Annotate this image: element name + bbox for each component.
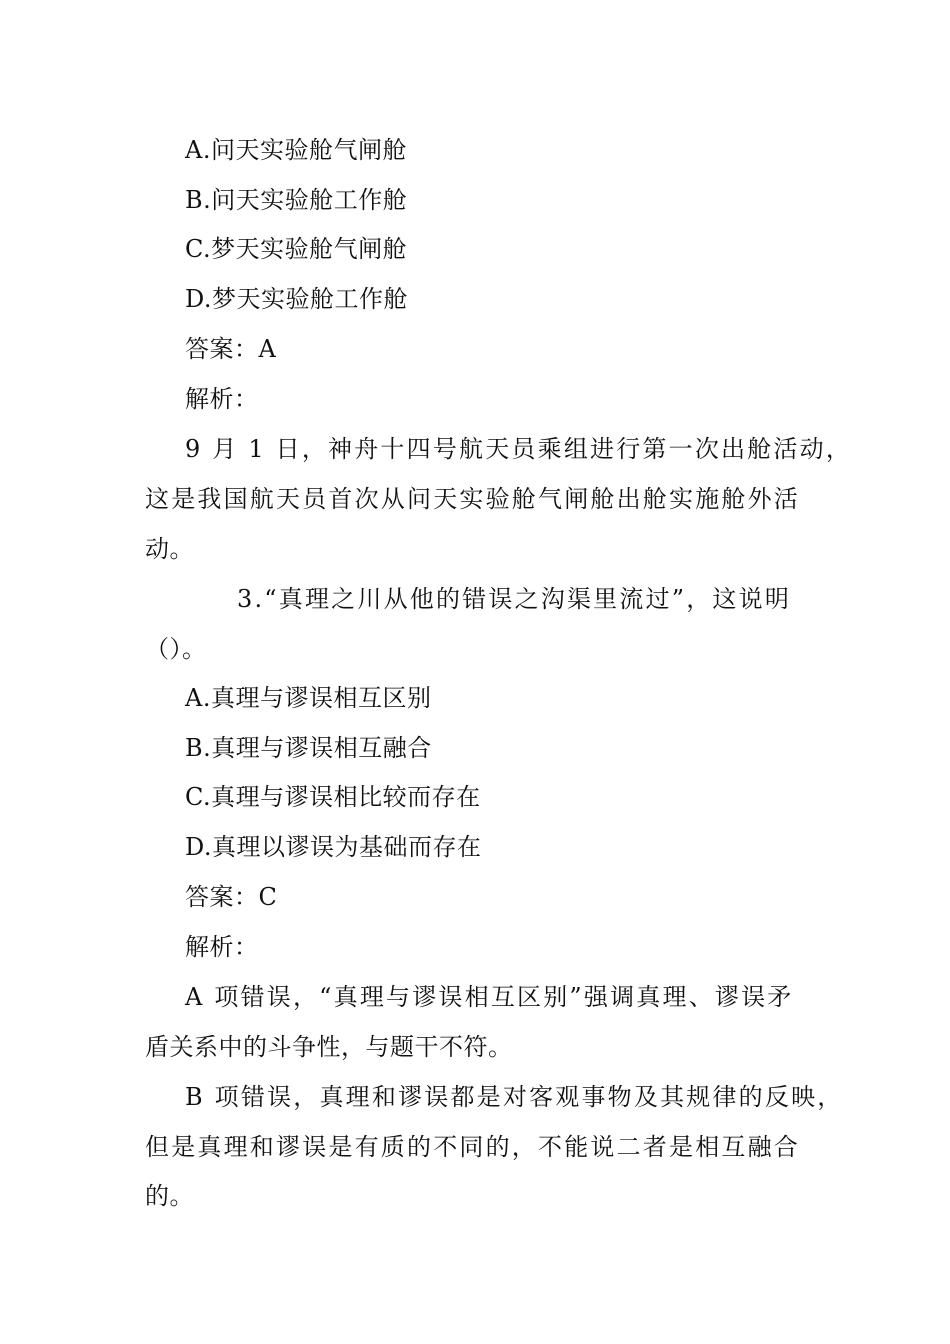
q2-analysis-line-2: 这是我国航天员首次从问天实验舱气闸舱出舱实施舱外活	[145, 485, 800, 513]
q2-option-d: D.梦天实验舱工作舱	[185, 285, 409, 313]
q3-option-b: B.真理与谬误相互融合	[185, 734, 432, 762]
q3-analysis-b-line-3: 的。	[145, 1182, 194, 1210]
q2-answer: 答案：A	[185, 335, 277, 363]
q3-analysis-a-line-2: 盾关系中的斗争性，与题干不符。	[145, 1033, 513, 1061]
q3-analysis-b-line-2: 但是真理和谬误是有质的不同的，不能说二者是相互融合	[145, 1133, 800, 1161]
q3-analysis-label: 解析：	[185, 933, 259, 961]
q2-analysis-line-1: 9 月 1 日，神舟十四号航天员乘组进行第一次出舱活动，	[185, 435, 853, 463]
q3-answer: 答案：C	[185, 883, 278, 911]
q2-option-b: B.问天实验舱工作舱	[185, 186, 408, 214]
q3-question-line-1: 3.“真理之川从他的错误之沟渠里流过”，这说明	[237, 585, 792, 613]
q2-option-c: C.梦天实验舱气闸舱	[185, 235, 408, 263]
q3-analysis-b-line-1: B 项错误，真理和谬误都是对客观事物及其规律的反映，	[185, 1083, 844, 1111]
q2-analysis-label: 解析：	[185, 385, 259, 413]
q3-question-line-2: （）。	[145, 635, 207, 663]
q3-option-a: A.真理与谬误相互区别	[185, 684, 432, 712]
q3-option-c: C.真理与谬误相比较而存在	[185, 783, 481, 811]
q2-option-a: A.问天实验舱气闸舱	[185, 136, 407, 164]
q2-analysis-line-3: 动。	[145, 535, 194, 563]
q3-option-d: D.真理以谬误为基础而存在	[185, 833, 482, 861]
q3-analysis-a-line-1: A 项错误，“真理与谬误相互区别”强调真理、谬误矛	[185, 983, 794, 1011]
